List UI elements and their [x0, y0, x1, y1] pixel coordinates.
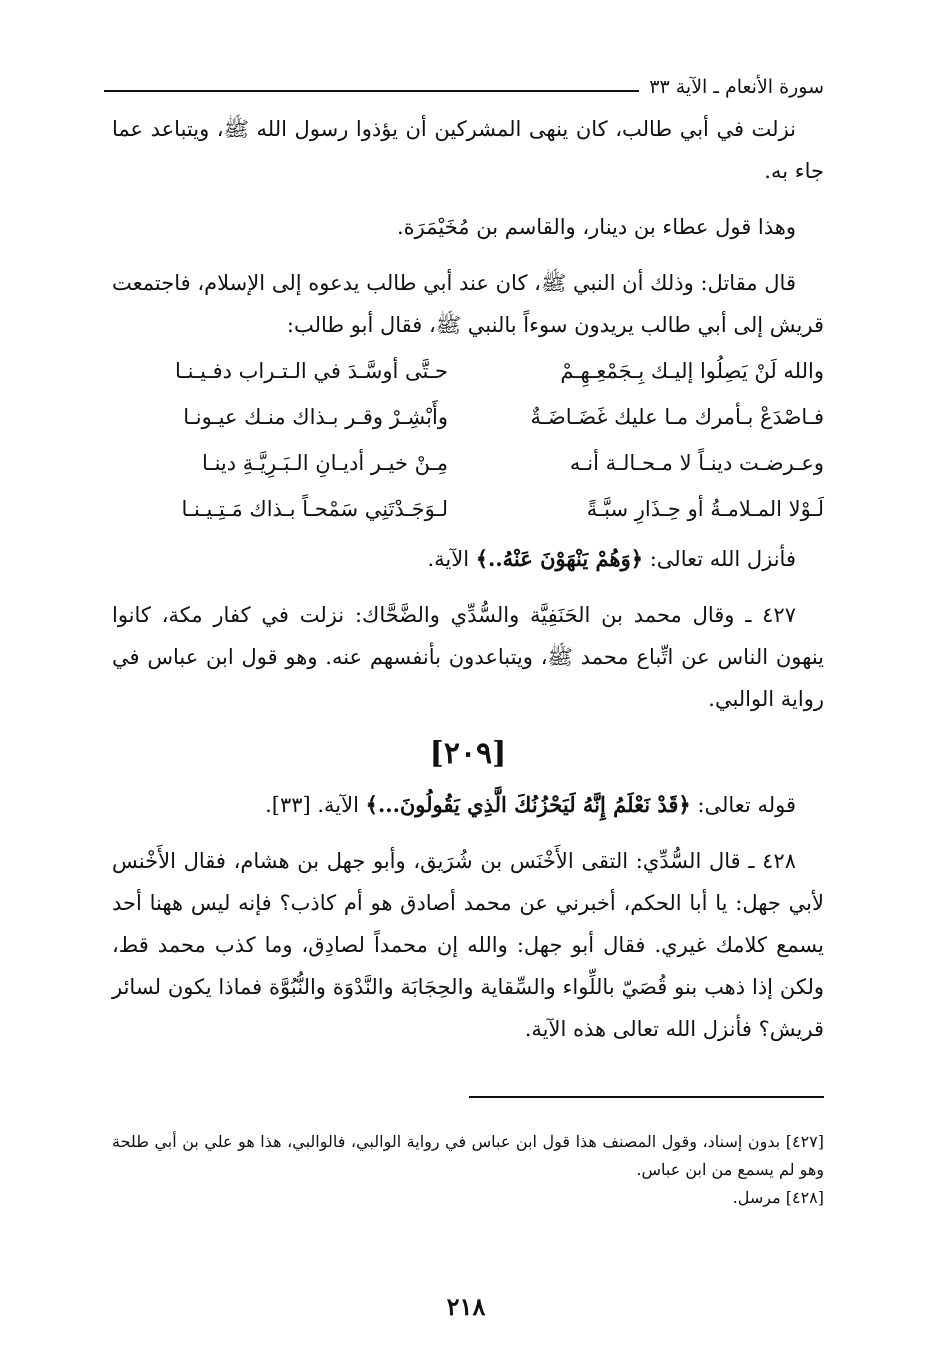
- paragraph-6: [112, 784, 824, 826]
- p6-tail: الآية. [٣٣].: [265, 793, 366, 817]
- verse-line: [112, 394, 824, 440]
- running-header: [104, 68, 824, 98]
- page-number: ٢١٨: [446, 1292, 486, 1321]
- p4-tail: الآية.: [427, 547, 476, 571]
- quran-quote: ﴿قَدْ نَعْلَمُ إِنَّهُ لَيَحْزُنُكَ الَّذِي يَقُولُونَ...﴾: [365, 792, 691, 817]
- paragraph-3: قال مقاتل: وذلك أن النبي ﷺ، كان عند أبي طالب يدعوه إلى الإسلام، فاجتمعت قريش إلى أبي طالب يريدون سوءاً بالنبي ﷺ، فقال أبو طالب:: [112, 271, 824, 337]
- header-title: سورة الأنعام ـ الآية ٣٣: [649, 76, 824, 98]
- verse-line: [112, 348, 824, 394]
- paragraph-7: ٤٢٨ ـ قال السُّدِّي: التقى الأَخْنَس بن شُرَيق، وأبو جهل بن هشام، فقال الأَخْنس لأبي جهل: يا أبا الحكم، أخبرني عن محمد أصادق هو أم كاذب؟ فإنه ليس ههنا أحد يسمع كلامك غيري. فقال أبو جهل: والله إن محمداً لصادِق، وما كذب محمد قط، ولكن إذا ذهب بنو قُصَيّ باللِّواء والسِّقاية والحِجَابَة والنَّدْوَة والنُّبُوَّة فماذا يكون لسائر قريش؟ فأنزل الله تعالى هذه الآية.: [112, 849, 824, 1041]
- verse-line: [112, 440, 824, 486]
- verse-first-hemistich: وعـرضـت دينـاً لا مـحـالـة أنـه: [569, 451, 824, 475]
- footnote-separator: [469, 1096, 824, 1098]
- paragraph-1: نزلت في أبي طالب، كان ينهى المشركين أن يؤذوا رسول الله ﷺ، ويتباعد عما جاء به.: [112, 117, 824, 183]
- verse-first-hemistich: لَـوْلا المـلامـةُ أو حِـذَارِ سبَّـةً: [586, 497, 824, 521]
- header-rule: [104, 90, 639, 92]
- p6-lead: قوله تعالى:: [690, 793, 796, 817]
- footnotes: [112, 1128, 824, 1212]
- verse-second-hemistich: لـوَجَـدْتَنِي سَمْحـاً بـذاك مَـتِـيـنـا: [181, 497, 448, 521]
- p4-lead: فأنزل الله تعالى:: [643, 547, 796, 571]
- footnote-428: [٤٢٨] مرسل.: [732, 1188, 824, 1207]
- main-text: [112, 108, 824, 1050]
- verse-second-hemistich: مِـنْ خيـر أديـانِ الـبَـرِيَّـةِ دينـا: [202, 451, 448, 475]
- verse-second-hemistich: حـتَّى أوسَّـدَ في الـتـراب دفـيـنـا: [175, 359, 448, 383]
- paragraph-4: [112, 538, 824, 580]
- paragraph-5: ٤٢٧ ـ وقال محمد بن الحَنَفِيَّة والسُّدِّي والضَّحَّاك: نزلت في كفار مكة، كانوا ينهون الناس عن اتِّباع محمد ﷺ، ويتباعدون بأنفسهم عنه. وهو قول ابن عباس في رواية الوالبي.: [112, 603, 824, 711]
- verse-line: [112, 486, 824, 532]
- verse-second-hemistich: وأَبْشِـرْ وقـر بـذاك منـك عيـونـا: [183, 405, 448, 429]
- verse-first-hemistich: والله لَنْ يَصِلُوا إليـك بِـجَمْعِـهِـمْ: [560, 359, 824, 383]
- section-number: [٢٠٩]: [429, 736, 507, 771]
- verse-first-hemistich: فـاصْدَعْ بـأمرك مـا عليك غَضَـاضَـةٌ: [530, 405, 824, 429]
- paragraph-2: وهذا قول عطاء بن دينار، والقاسم بن مُخَيْمَرَة.: [397, 215, 796, 239]
- footnote-427: [٤٢٧] بدون إسناد، وقول المصنف هذا قول ابن عباس في رواية الوالبي، فالوالبي، هذا هو علي بن أبي طلحة وهو لم يسمع من ابن عباس.: [112, 1132, 825, 1179]
- poem-verses: [112, 348, 824, 532]
- quran-quote: ﴿وَهُمْ يَنْهَوْنَ عَنْهُ..﴾: [475, 546, 644, 571]
